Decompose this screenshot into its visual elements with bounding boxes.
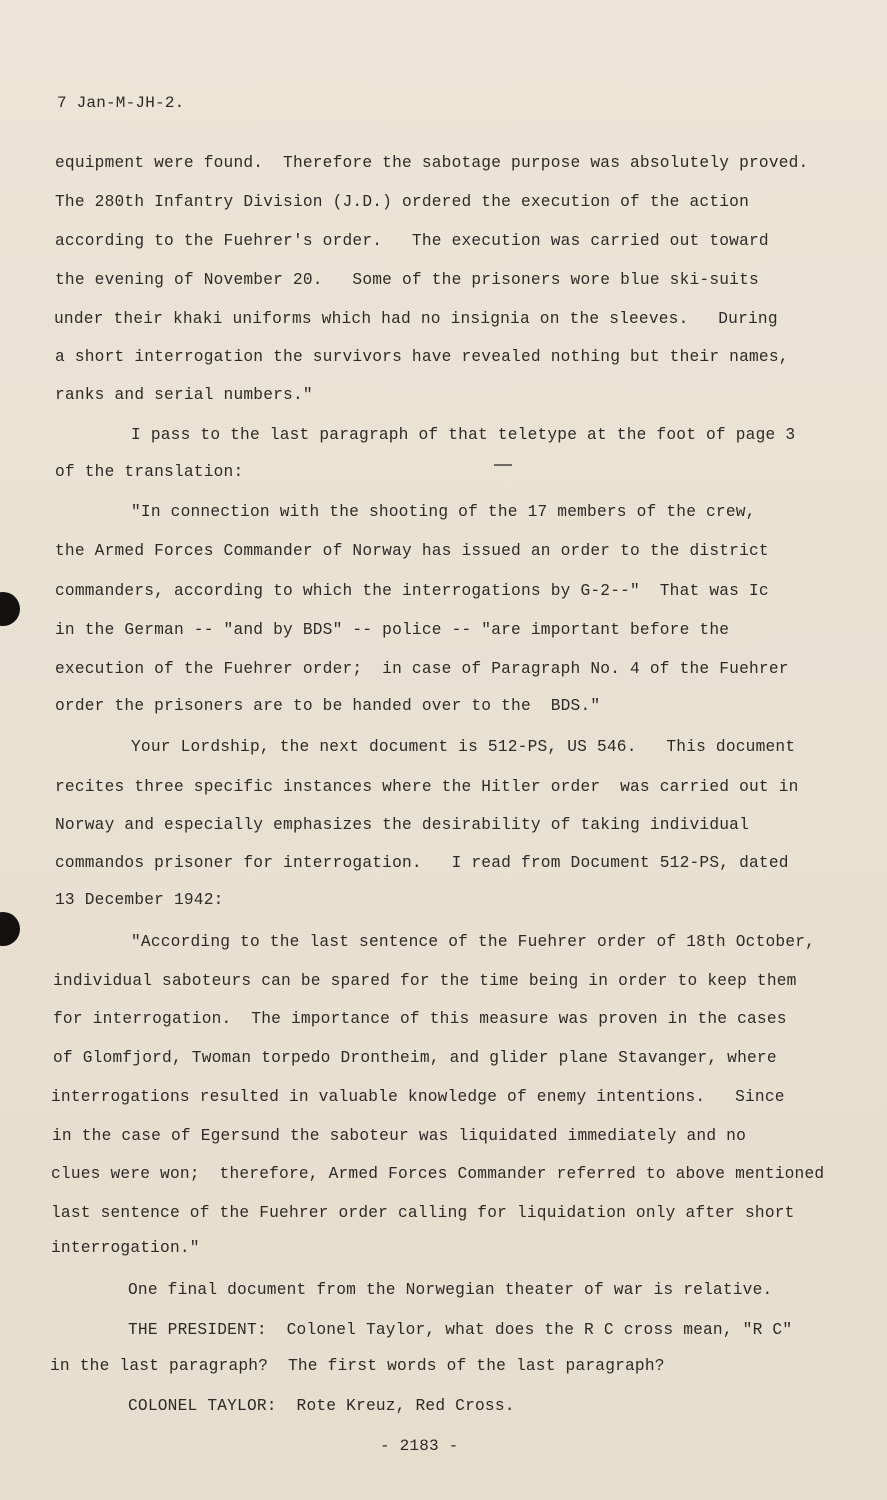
text-line: the Armed Forces Commander of Norway has issued an order to the district	[55, 542, 769, 560]
text-line: commanders, according to which the interrogations by G-2--" That was Ic	[55, 582, 769, 600]
text-line: COLONEL TAYLOR: Rote Kreuz, Red Cross.	[128, 1397, 515, 1415]
text-line: ranks and serial numbers."	[55, 386, 313, 404]
text-line: THE PRESIDENT: Colonel Taylor, what does the R C cross mean, "R C"	[128, 1321, 793, 1339]
text-line: execution of the Fuehrer order; in case of Paragraph No. 4 of the Fuehrer	[55, 660, 789, 678]
text-line: for interrogation. The importance of this measure was proven in the cases	[53, 1010, 787, 1028]
text-line: The 280th Infantry Division (J.D.) ordered the execution of the action	[55, 193, 749, 211]
text-line: under their khaki uniforms which had no insignia on the sleeves. During	[54, 310, 778, 328]
text-line: of the translation:	[55, 463, 244, 481]
text-line: One final document from the Norwegian theater of war is relative.	[128, 1281, 773, 1299]
text-line: interrogations resulted in valuable knowledge of enemy intentions. Since	[51, 1088, 785, 1106]
text-line: equipment were found. Therefore the sabotage purpose was absolutely proved.	[55, 154, 809, 172]
text-line: 13 December 1942:	[55, 891, 224, 909]
text-line: according to the Fuehrer's order. The execution was carried out toward	[55, 232, 769, 250]
page-number: - 2183 -	[380, 1437, 459, 1455]
text-line: I pass to the last paragraph of that teletype at the foot of page 3	[131, 426, 796, 444]
text-line: Your Lordship, the next document is 512-PS, US 546. This document	[131, 738, 796, 756]
text-line: the evening of November 20. Some of the prisoners wore blue ski-suits	[55, 271, 759, 289]
punch-hole-lower	[0, 912, 20, 946]
page-header: 7 Jan-M-JH-2.	[57, 94, 185, 112]
text-line: in the last paragraph? The first words of the last paragraph?	[50, 1357, 665, 1375]
text-line: clues were won; therefore, Armed Forces Commander referred to above mentioned	[51, 1165, 825, 1183]
text-line: a short interrogation the survivors have revealed nothing but their names,	[55, 348, 789, 366]
text-line: in the German -- "and by BDS" -- police -- "are important before the	[55, 621, 730, 639]
text-line: order the prisoners are to be handed over to the BDS."	[55, 697, 601, 715]
text-line: last sentence of the Fuehrer order calling for liquidation only after short	[51, 1204, 795, 1222]
text-line: of Glomfjord, Twoman torpedo Drontheim, and glider plane Stavanger, where	[53, 1049, 777, 1067]
text-line: commandos prisoner for interrogation. I read from Document 512-PS, dated	[55, 854, 789, 872]
text-line: "In connection with the shooting of the 17 members of the crew,	[131, 503, 756, 521]
text-line: "According to the last sentence of the Fuehrer order of 18th October,	[131, 933, 816, 951]
text-line: individual saboteurs can be spared for the time being in order to keep them	[53, 972, 797, 990]
text-line: Norway and especially emphasizes the desirability of taking individual	[55, 816, 749, 834]
text-line: interrogation."	[51, 1239, 200, 1257]
stray-ink-mark	[494, 464, 512, 466]
text-line: in the case of Egersund the saboteur was liquidated immediately and no	[52, 1127, 746, 1145]
punch-hole-upper	[0, 592, 20, 626]
text-line: recites three specific instances where the Hitler order was carried out in	[55, 778, 799, 796]
